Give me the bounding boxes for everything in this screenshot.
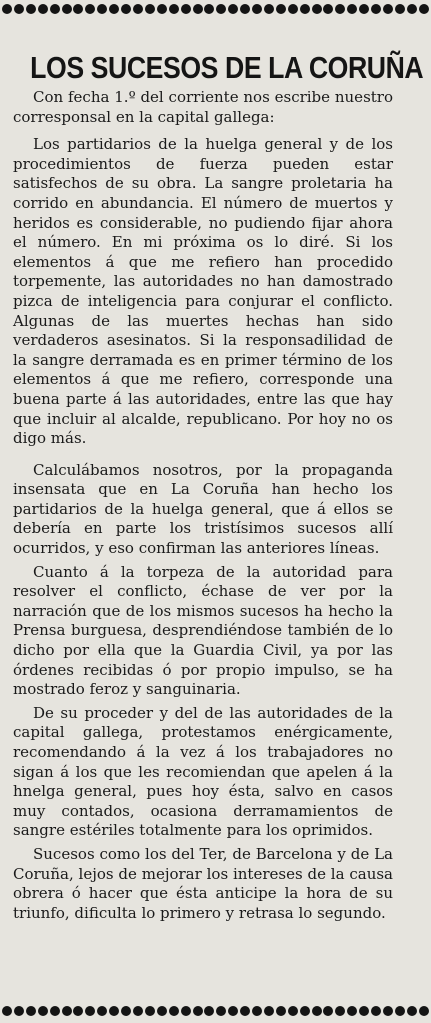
rule-dot [193,1006,203,1016]
rule-dot [204,1006,214,1016]
rule-dot [383,4,393,14]
rule-dot [347,4,357,14]
paragraph-intro: Con fecha 1.º del corriente nos escribe nuestro corresponsal en la capital gallega: [13,88,393,126]
rule-dot [109,1006,119,1016]
rule-dot [85,1006,95,1016]
rule-dot [2,4,12,14]
rule-dot [359,1006,369,1016]
rule-dot [157,1006,167,1016]
rule-dot [276,4,286,14]
paragraph-correspondent-letter: Los partidarios de la huelga general y de los procedimientos de fuerza pueden estar satisfechos de su obra. La sangre proletaria ha corrido en abundancia. El número de muertos y heridos es considerable, no pudiendo fijar ahora el número. En mi próxima os lo diré. Si los elementos á que me refiero han procedido torpemente, las autoridades no han damostrado pizca de inteligencia para conjurar el conflicto. Algunas de las muertes hechas han sido verdaderos asesinatos. Si la responsadilidad de la sangre derramada es en primer término de los elementos á que me refiero, corresponde una buena parte á las autoridades, entre las que hay que incluir al alcalde, republicano. Por hoy no os digo más. [13,135,393,448]
rule-dot [395,4,405,14]
rule-dot [264,4,274,14]
rule-dot [193,4,203,14]
rule-dot [407,4,417,14]
rule-dot [50,1006,60,1016]
rule-dot [97,1006,107,1016]
rule-dot [264,1006,274,1016]
rule-dot [109,4,119,14]
rule-dot [2,1006,12,1016]
rule-dot [50,4,60,14]
rule-dot [38,1006,48,1016]
rule-dot [14,1006,24,1016]
rule-dot [85,4,95,14]
rule-dot [121,4,131,14]
rule-dot [228,1006,238,1016]
top-dotted-rule [0,3,431,14]
rule-dot [73,1006,83,1016]
rule-dot [312,1006,322,1016]
rule-dot [62,4,72,14]
rule-dot [252,1006,262,1016]
rule-dot [252,4,262,14]
paragraph-protest: De su proceder y del de las autoridades de la capital gallega, protestamos enérgicamente, recomendando á la vez á los trabajadores no sigan á los que les recomiendan que apelen á la hnelga general, pues hoy ésta, salvo en casos muy contados, ocasiona derramamientos de sangre estériles totalmente para los oprimidos. [13,703,393,840]
rule-dot [383,1006,393,1016]
rule-dot [133,1006,143,1016]
rule-dot [14,4,24,14]
paragraph-propaganda: Calculábamos nosotros, por la propaganda insensata que en La Coruña han hecho los partidarios de la huelga general, que á ellos se debería en parte los tristísimos sucesos allí ocurridos, y eso confirman las anteriores líneas. [13,460,393,558]
rule-dot [26,4,36,14]
rule-dot [300,1006,310,1016]
rule-dot [62,1006,72,1016]
rule-dot [371,1006,381,1016]
rule-dot [323,1006,333,1016]
rule-dot [419,1006,429,1016]
paragraph-conclusion: Sucesos como los del Ter, de Barcelona y de La Coruña, lejos de mejorar los intereses de la causa obrera ó hacer que ésta anticipe la hora de su triunfo, dificulta lo primero y retrasa lo segundo. [13,844,393,922]
rule-dot [181,4,191,14]
rule-dot [407,1006,417,1016]
rule-dot [181,1006,191,1016]
rule-dot [371,4,381,14]
rule-dot [395,1006,405,1016]
article-body [13,88,393,923]
rule-dot [312,4,322,14]
rule-dot [145,4,155,14]
rule-dot [288,4,298,14]
rule-dot [216,4,226,14]
rule-dot [157,4,167,14]
rule-dot [145,1006,155,1016]
rule-dot [335,4,345,14]
rule-dot [240,1006,250,1016]
rule-dot [216,1006,226,1016]
rule-dot [133,4,143,14]
rule-dot [169,1006,179,1016]
rule-dot [204,4,214,14]
rule-dot [359,4,369,14]
rule-dot [38,4,48,14]
rule-dot [240,4,250,14]
rule-dot [419,4,429,14]
rule-dot [288,1006,298,1016]
rule-dot [228,4,238,14]
rule-dot [323,4,333,14]
rule-dot [335,1006,345,1016]
article-title: LOS SUCESOS DE LA CORUÑA [30,49,424,85]
rule-dot [347,1006,357,1016]
bottom-dotted-rule [0,1005,431,1016]
rule-dot [169,4,179,14]
rule-dot [26,1006,36,1016]
rule-dot [73,4,83,14]
rule-dot [300,4,310,14]
paragraph-authority: Cuanto á la torpeza de la autoridad para resolver el conflicto, échase de ver por la narración que de los mismos sucesos ha hecho la Prensa burguesa, desprendiéndose también de lo dicho por ella que la Guardia Civil, ya por las órdenes recibidas ó por propio impulso, se ha mostrado feroz y sanguinaria. [13,562,393,699]
rule-dot [97,4,107,14]
rule-dot [276,1006,286,1016]
rule-dot [121,1006,131,1016]
